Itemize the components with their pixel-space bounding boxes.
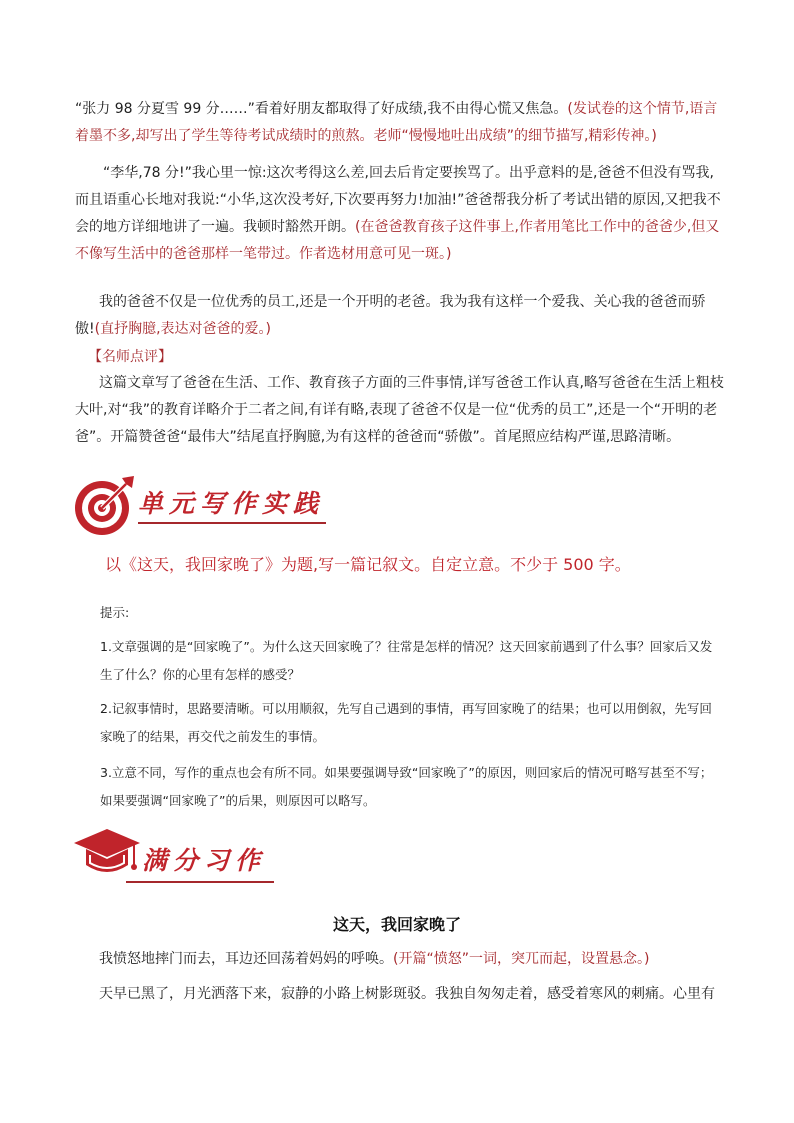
section-header-model-essay	[72, 823, 292, 893]
paragraph-text: “张力 98 分夏雪 99 分……”看着好朋友都取得了好成绩,我不由得心慌又焦急。	[75, 101, 568, 117]
review-heading: 【名师点评】	[88, 349, 172, 365]
annotation-note: (发试卷的这个情节,语言着墨不多,却写出了学生等待考试成绩时的煎熬。老师“慢慢地吐出成绩”的细节描写,精彩传神。)	[75, 101, 718, 144]
section-header-practice	[72, 470, 342, 540]
annotation-note: (在爸爸教育孩子这件事上,作者用笔比工作中的爸爸少,但又不像写生活中的爸爸那样一笔带过。作者选材用意可见一斑。)	[75, 219, 720, 262]
section-underline	[126, 881, 274, 883]
review-text: 这篇文章写了爸爸在生活、工作、教育孩子方面的三件事情,详写爸爸工作认真,略写爸爸在生活上粗枝大叶,对“我”的教育详略介于二者之间,有详有略,表现了爸爸不仅是一位“优秀的员工”,还是一个“开明的老爸”。开篇赞爸爸“最伟大”结尾直抒胸臆,为有这样的爸爸而“骄傲”。首尾照应结构严谨,思路清晰。	[75, 375, 724, 445]
paragraph-3	[75, 289, 725, 343]
paragraph-text: 我愤怒地摔门而去，耳边还回荡着妈妈的呼唤。	[99, 951, 393, 967]
essay-paragraph-1	[75, 946, 725, 973]
essay-paragraph-2: 天早已黑了，月光洒落下来，寂静的小路上树影斑驳。我独自匆匆走着，感受着寒风的刺痛。心里有	[99, 986, 715, 1002]
tip-item-1: 1.文章强调的是“回家晚了”。为什么这天回家晚了？往常是怎样的情况？这天回家前遇到了什么事？回家后又发生了什么？你的心里有怎样的感受？	[100, 639, 713, 682]
paragraph-2	[75, 160, 725, 268]
annotation-note: (开篇“愤怒”一词，突兀而起，设置悬念。)	[393, 951, 650, 967]
paragraph-text: 我的爸爸不仅是一位优秀的员工,还是一个开明的老爸。我为我有这样一个爱我、关心我的爸爸而骄傲!	[75, 294, 706, 337]
essay-title: 这天，我回家晚了	[332, 915, 461, 934]
tips-label: 提示:	[100, 605, 130, 620]
graduation-cap-icon	[72, 825, 142, 885]
section-title: 单元写作实践	[138, 489, 325, 518]
tip-item-3: 3.立意不同，写作的重点也会有所不同。如果要强调导致“回家晚了”的原因，则回家后的情况可略写甚至不写；如果要强调“回家晚了”的后果，则原因可以略写。	[100, 765, 713, 808]
tip-item-2: 2.记叙事情时，思路要清晰。可以用顺叙，先写自己遇到的事情，再写回家晚了的结果；也可以用倒叙，先写回家晚了的结果，再交代之前发生的事情。	[100, 701, 712, 744]
section-underline	[138, 522, 326, 524]
annotation-note: (直抒胸臆,表达对爸爸的爱。)	[94, 321, 271, 337]
target-icon	[72, 474, 136, 538]
paragraph-text: “李华,78 分!”我心里一惊:这次考得这么差,回去后肯定要挨骂了。出乎意料的是,爸爸不但没有骂我,而且语重心长地对我说:“小华,这次没考好,下次要再努力!加油!”爸爸帮我分析了考试出错的原因,又把我不会的地方详细地讲了一遍。我顿时豁然开朗。	[75, 165, 721, 235]
assignment-text: 以《这天，我回家晚了》为题,写一篇记叙文。自定立意。不少于 500 字。	[105, 555, 631, 574]
paragraph-1	[75, 96, 725, 150]
section-title: 满分习作	[142, 846, 267, 875]
